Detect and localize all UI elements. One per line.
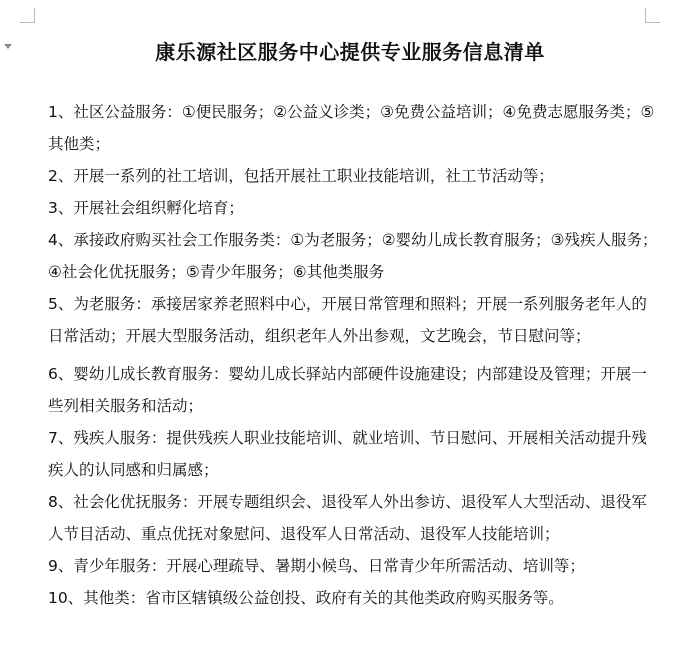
list-item-4: 4、承接政府购买社会工作服务类：①为老服务；②婴幼儿成长教育服务；③残疾人服务；④社会化优抚服务；⑤青少年服务；⑥其他类服务 <box>48 231 658 281</box>
list-item-1: 1、社区公益服务：①便民服务；②公益义诊类；③免费公益培训；④免费志愿服务类；⑤其他类； <box>48 103 655 153</box>
list-item-10: 10、其他类：省市区辖镇级公益创投、政府有关的其他类政府购买服务等。 <box>48 589 564 607</box>
list-item-9: 9、青少年服务：开展心理疏导、暑期小候鸟、日常青少年所需活动、培训等； <box>48 557 585 575</box>
list-item-5: 5、为老服务：承接居家养老照料中心，开展日常管理和照料；开展一系列服务老年人的日常活动；开展大型服务活动，组织老年人外出参观，文艺晚会，节日慰问等； <box>48 295 647 345</box>
list-item-2: 2、开展一系列的社工培训，包括开展社工职业技能培训，社工节活动等； <box>48 167 554 185</box>
document-body <box>48 96 660 614</box>
list-item-6: 6、婴幼儿成长教育服务：婴幼儿成长驿站内部硬件设施建设；内部建设及管理；开展一些列相关服务和活动； <box>48 365 647 415</box>
list-item-7: 7、残疾人服务：提供残疾人职业技能培训、就业培训、节日慰问、开展相关活动提升残疾人的认同感和归属感； <box>48 429 647 479</box>
list-item-3: 3、开展社会组织孵化培育； <box>48 199 244 217</box>
crop-mark-top-right <box>645 8 660 23</box>
document-title: 康乐源社区服务中心提供专业服务信息清单 <box>155 40 545 64</box>
crop-mark-top-left <box>20 8 35 23</box>
list-item-8: 8、社会化优抚服务：开展专题组织会、退役军人外出参访、退役军人大型活动、退役军人节目活动、重点优抚对象慰问、退役军人日常活动、退役军人技能培训； <box>48 493 647 543</box>
